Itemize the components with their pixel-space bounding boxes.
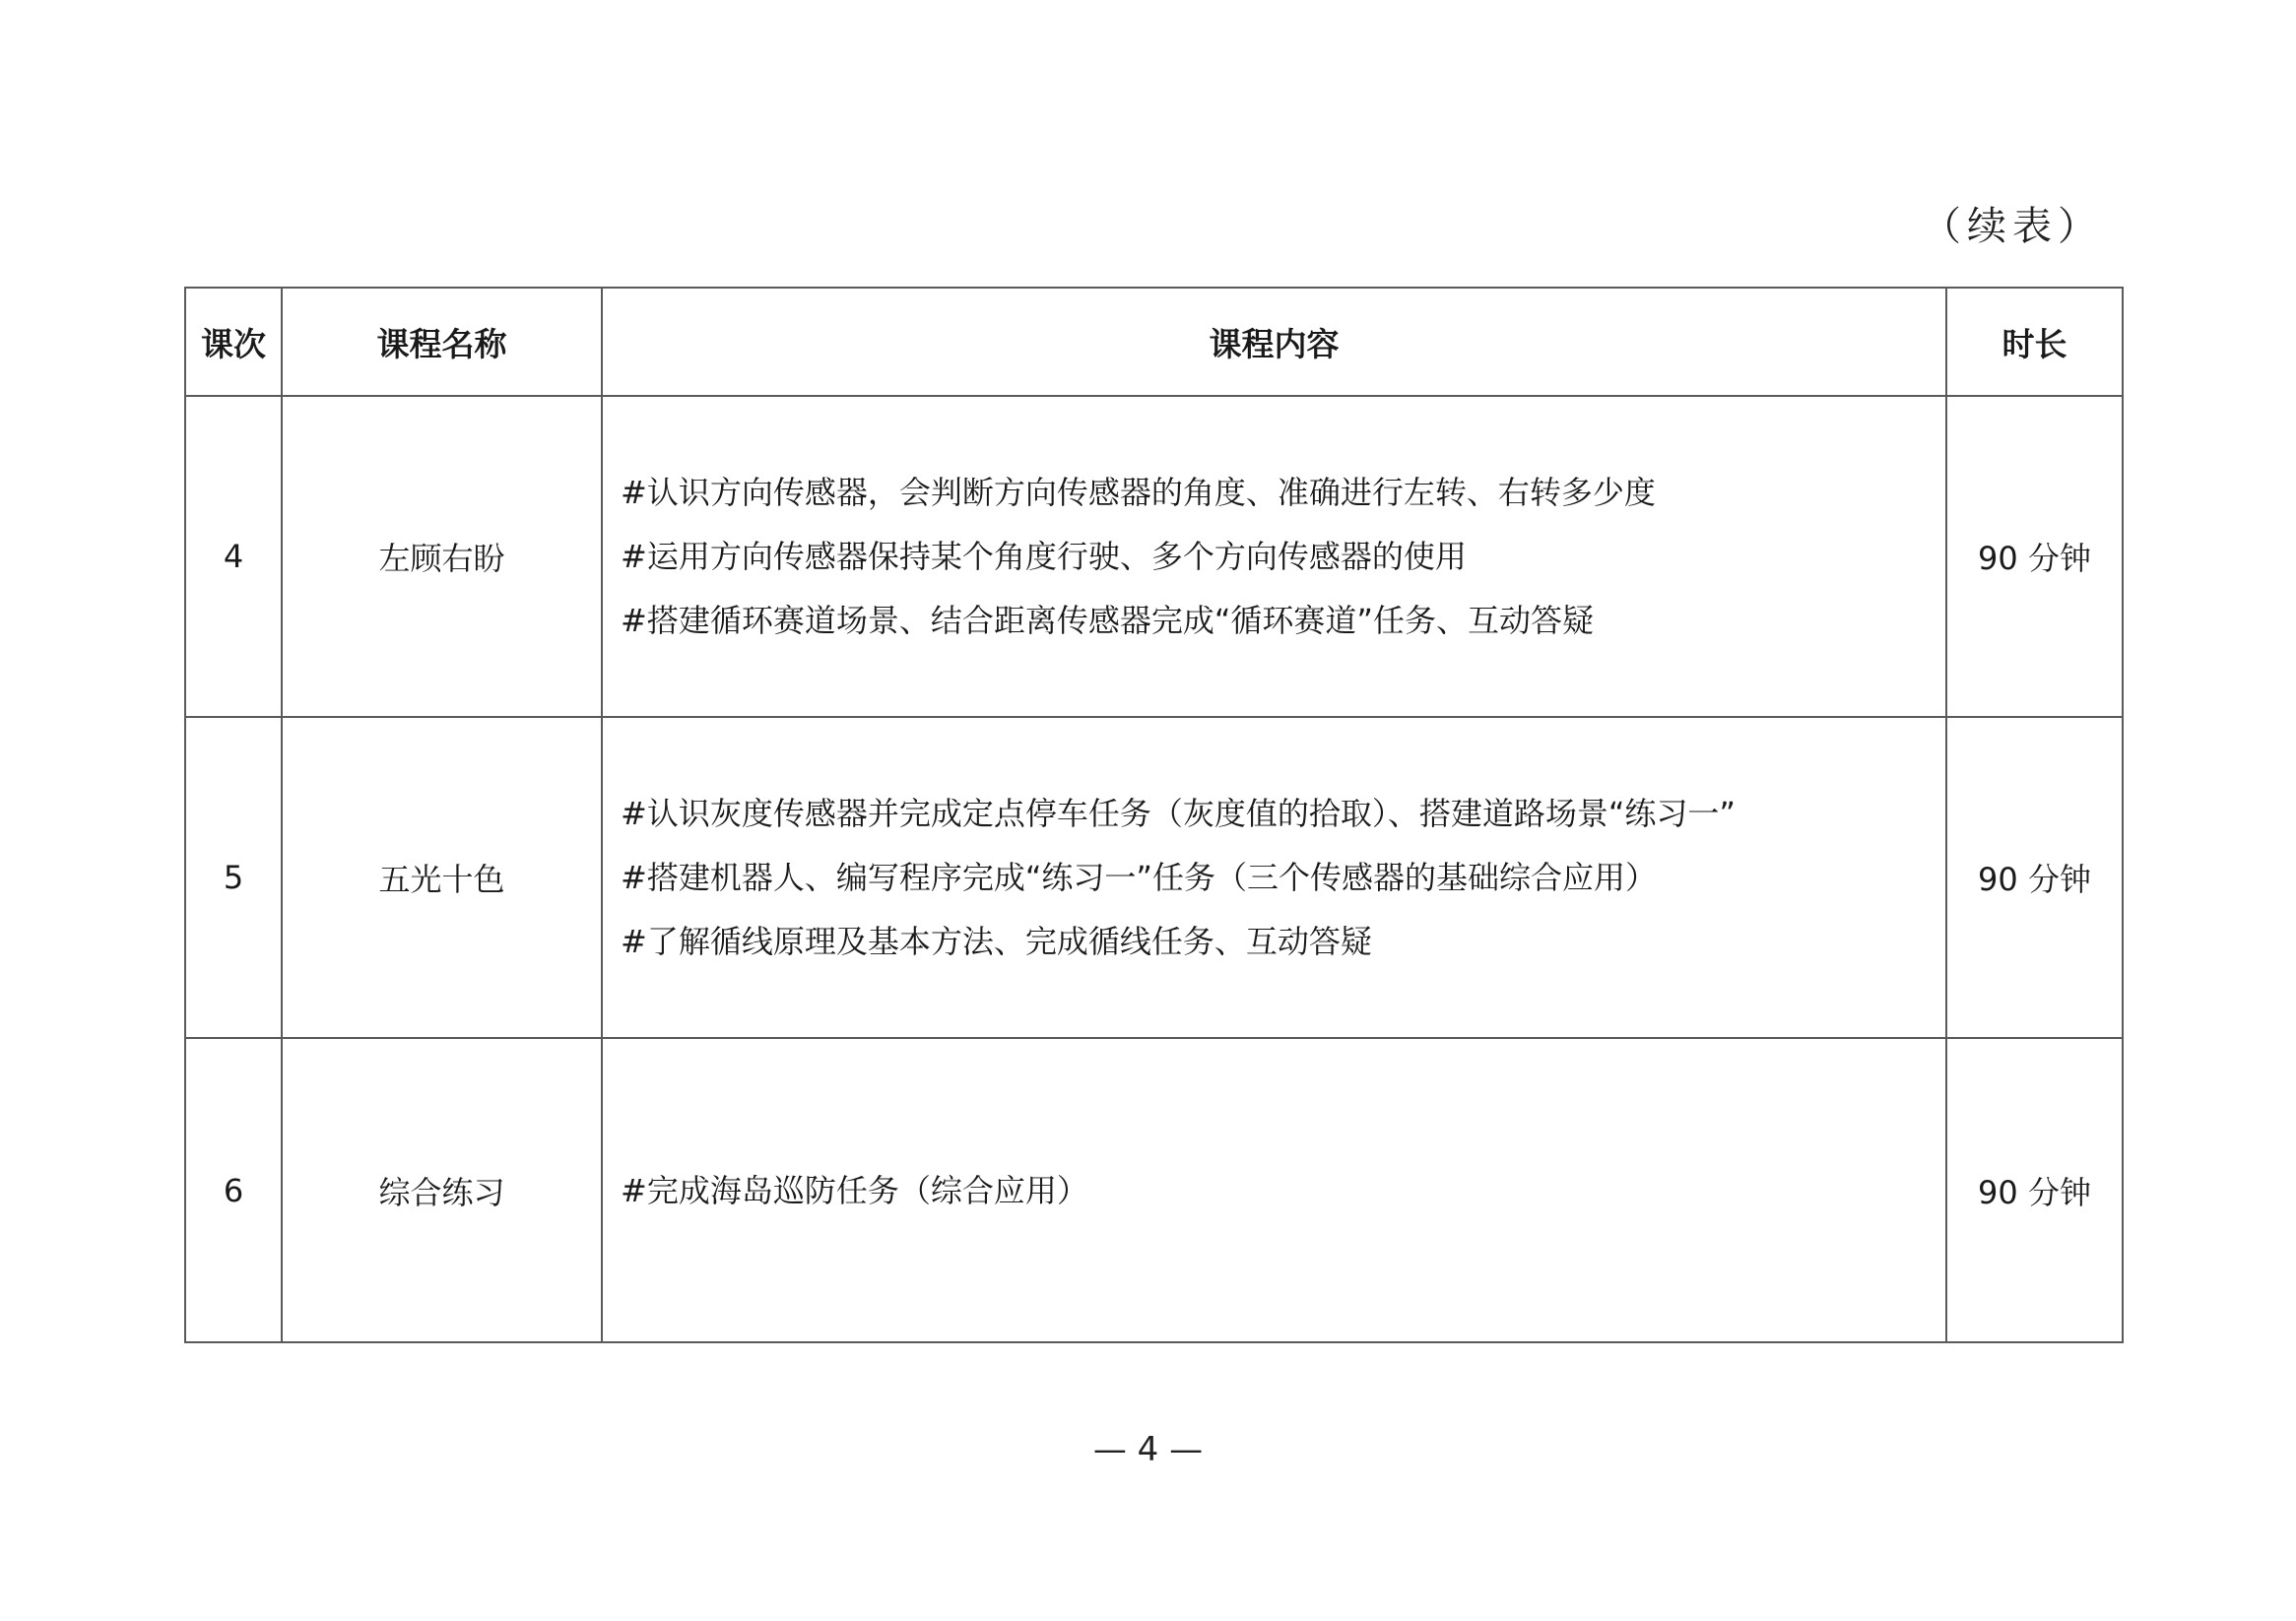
header-course-content: 课程内容 bbox=[602, 288, 1946, 396]
course-name: 五光十色 bbox=[282, 717, 602, 1038]
course-duration: 90 分钟 bbox=[1946, 396, 2123, 717]
header-course-name: 课程名称 bbox=[282, 288, 602, 396]
page-number: — 4 — bbox=[1092, 1430, 1204, 1469]
course-content bbox=[602, 717, 1946, 1038]
session-number: 5 bbox=[185, 717, 282, 1038]
course-duration: 90 分钟 bbox=[1946, 717, 2123, 1038]
content-item: #搭建机器人、编写程序完成“练习一”任务（三个传感器的基础综合应用） bbox=[621, 859, 1657, 896]
content-item: #搭建循环赛道场景、结合距离传感器完成“循环赛道”任务、互动答疑 bbox=[621, 602, 1594, 639]
content-item: #了解循线原理及基本方法、完成循线任务、互动答疑 bbox=[621, 923, 1372, 960]
content-item: #运用方向传感器保持某个角度行驶、多个方向传感器的使用 bbox=[621, 538, 1467, 575]
table-row bbox=[185, 717, 2123, 1038]
course-name: 综合练习 bbox=[282, 1038, 602, 1342]
course-schedule-table bbox=[184, 287, 2124, 1343]
content-item: #认识灰度传感器并完成定点停车任务（灰度值的拾取）、搭建道路场景“练习一” bbox=[621, 795, 1736, 832]
course-name: 左顾右盼 bbox=[282, 396, 602, 717]
course-content bbox=[602, 396, 1946, 717]
session-number: 4 bbox=[185, 396, 282, 717]
content-item: #完成海岛巡防任务（综合应用） bbox=[621, 1171, 1088, 1209]
table-row bbox=[185, 396, 2123, 717]
header-session: 课次 bbox=[185, 288, 282, 396]
session-number: 6 bbox=[185, 1038, 282, 1342]
table-header-row bbox=[185, 288, 2123, 396]
continued-table-label: （续表） bbox=[1922, 204, 2103, 249]
course-duration: 90 分钟 bbox=[1946, 1038, 2123, 1342]
table-row bbox=[185, 1038, 2123, 1342]
header-duration: 时长 bbox=[1946, 288, 2123, 396]
course-content bbox=[602, 1038, 1946, 1342]
content-item: #认识方向传感器，会判断方向传感器的角度、准确进行左转、右转多少度 bbox=[621, 474, 1656, 511]
